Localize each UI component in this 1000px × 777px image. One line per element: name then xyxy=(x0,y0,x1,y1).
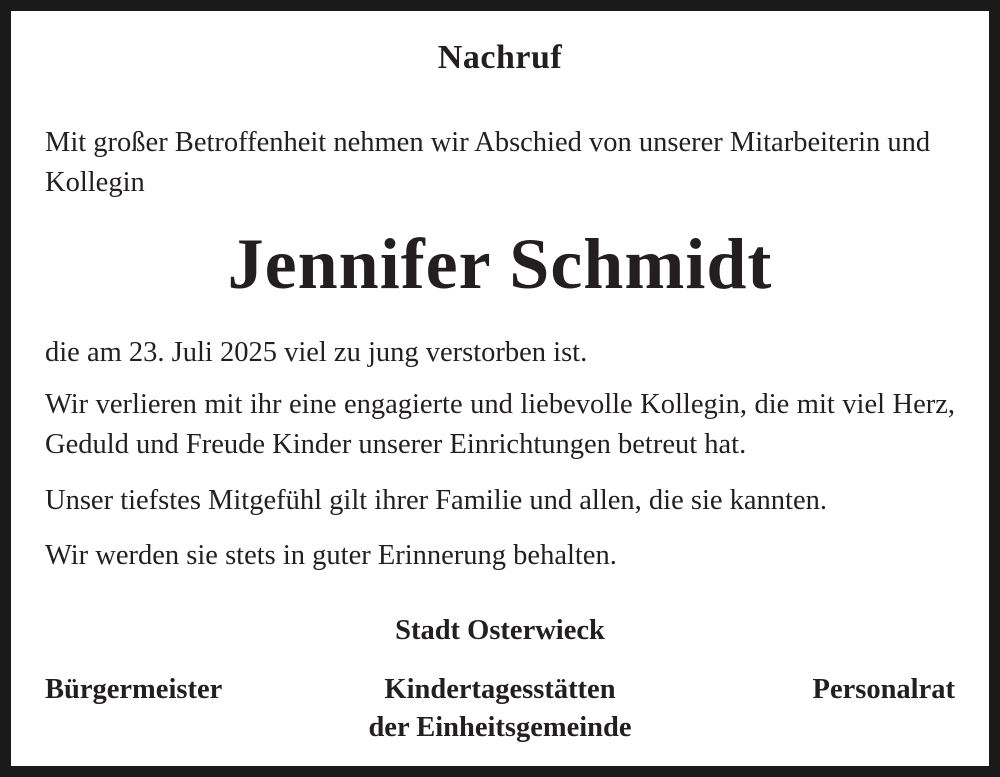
deceased-name: Jennifer Schmidt xyxy=(227,224,773,304)
signatory-mayor: Bürgermeister xyxy=(45,674,223,705)
signatory-kindergartens-line2: der Einheitsgemeinde xyxy=(368,712,632,743)
paragraph-tribute: Wir verlieren mit ihr eine engagierte und liebevolle Kollegin, die mit viel Herz, Geduld und Freude Kinder unserer Einrichtungen betreut hat. xyxy=(45,389,955,460)
signatory-kindergartens-line1: Kindertagesstätten xyxy=(384,674,616,705)
paragraph-remembrance: Wir werden sie stets in guter Erinnerung behalten. xyxy=(45,540,617,571)
paragraph-death-date: die am 23. Juli 2025 viel zu jung verstorben ist. xyxy=(45,337,588,368)
intro-text: Mit großer Betroffenheit nehmen wir Abschied von unserer Mitarbeiterin und Kollegin xyxy=(45,127,931,198)
signatory-staff-council: Personalrat xyxy=(812,674,955,705)
notice-title: Nachruf xyxy=(437,39,563,76)
organization-name: Stadt Osterwieck xyxy=(395,615,605,646)
paragraph-condolence: Unser tiefstes Mitgefühl gilt ihrer Familie und allen, die sie kannten. xyxy=(45,485,827,516)
